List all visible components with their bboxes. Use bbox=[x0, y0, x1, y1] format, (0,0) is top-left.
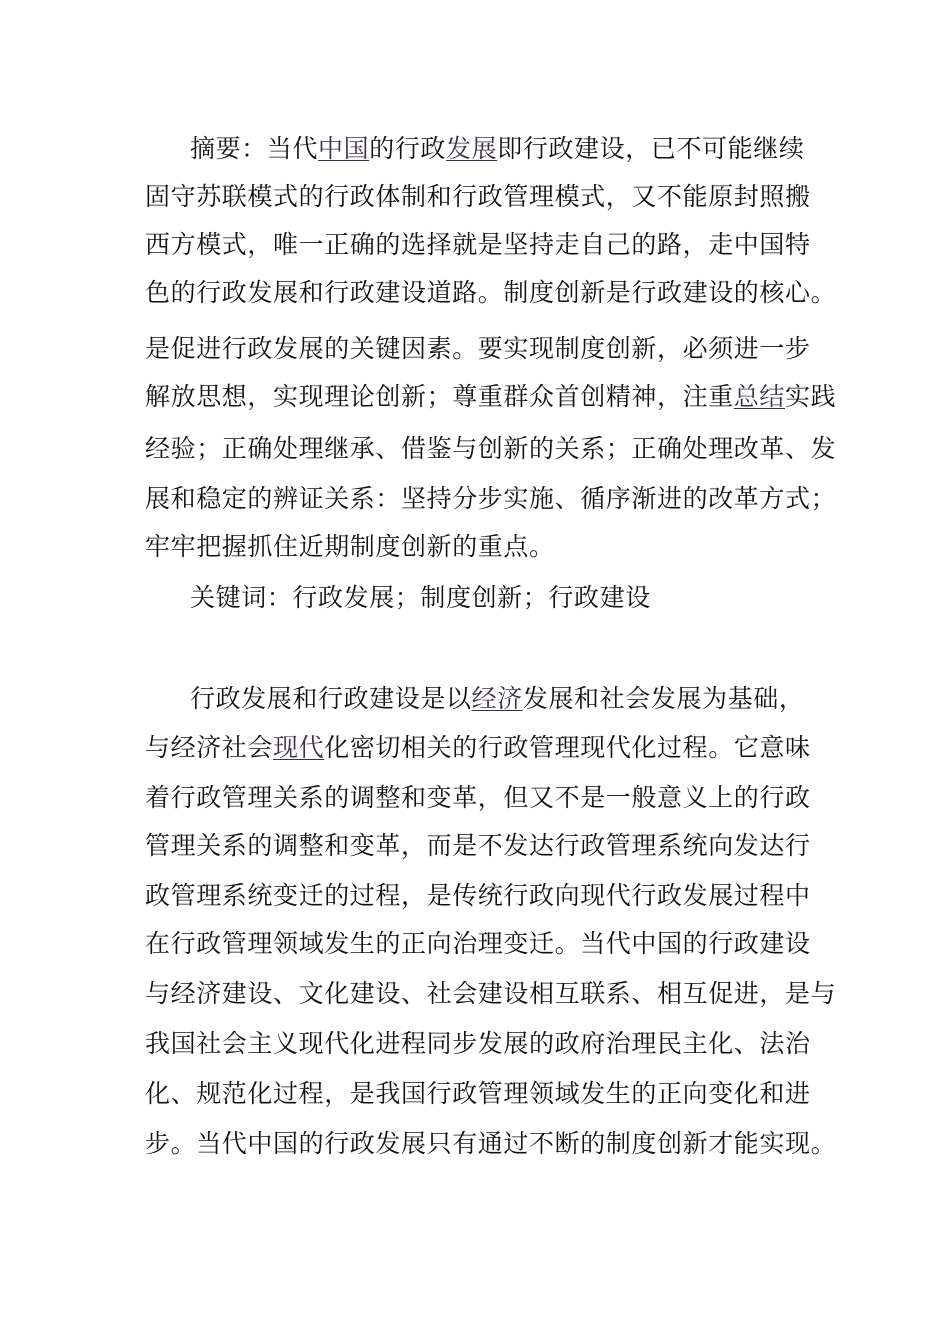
body-line-9: 化、规范化过程，是我国行政管理领域发生的正向变化和进 bbox=[145, 1079, 811, 1108]
link-modern[interactable]: 现代 bbox=[273, 733, 325, 762]
body-line-6: 在行政管理领域发生的正向治理变迁。当代中国的行政建设 bbox=[145, 929, 811, 958]
body-line-7: 与经济建设、文化建设、社会建设相互联系、相互促进，是与 bbox=[145, 979, 837, 1008]
body-line-4: 管理关系的调整和变革，而是不发达行政管理系统向发达行 bbox=[145, 831, 811, 860]
abstract-label: 摘要：当代 bbox=[190, 134, 319, 163]
keywords: 关键词：行政发展；制度创新；行政建设 bbox=[190, 583, 651, 612]
abstract-line-7: 经验；正确处理继承、借鉴与创新的关系；正确处理改革、发 bbox=[145, 434, 837, 463]
abstract-line-8: 展和稳定的辨证关系：坚持分步实施、循序渐进的改革方式； bbox=[145, 484, 837, 513]
abstract-line-4: 色的行政发展和行政建设道路。制度创新是行政建设的核心。 bbox=[145, 278, 837, 307]
abstract-line-6: 解放思想，实现理论创新；尊重群众首创精神，注重总结实践 bbox=[145, 382, 837, 411]
body-line-10: 步。当代中国的行政发展只有通过不断的制度创新才能实现。 bbox=[145, 1129, 837, 1158]
body-line-3: 着行政管理关系的调整和变革，但又不是一般意义上的行政 bbox=[145, 783, 811, 812]
abstract-line-9: 牢牢把握抓住近期制度创新的重点。 bbox=[145, 532, 555, 561]
body-line-2: 与经济社会现代化密切相关的行政管理现代化过程。它意味 bbox=[145, 733, 811, 762]
body-line-1: 行政发展和行政建设是以经济发展和社会发展为基础， bbox=[190, 684, 805, 713]
abstract-line-5: 是促进行政发展的关键因素。要实现制度创新，必须进一步 bbox=[145, 334, 811, 363]
abstract-line-2: 固守苏联模式的行政体制和行政管理模式，又不能原封照搬 bbox=[145, 182, 811, 211]
body-line-5: 政管理系统变迁的过程，是传统行政向现代行政发展过程中 bbox=[145, 881, 811, 910]
abstract-line-3: 西方模式，唯一正确的选择就是坚持走自己的路，走中国特 bbox=[145, 230, 811, 259]
body-line-8: 我国社会主义现代化进程同步发展的政府治理民主化、法治 bbox=[145, 1029, 811, 1058]
link-economy[interactable]: 经济 bbox=[471, 684, 523, 713]
link-summary[interactable]: 总结 bbox=[733, 382, 786, 411]
link-china[interactable]: 中国 bbox=[318, 134, 370, 163]
abstract-line-1: 摘要：当代中国的行政发展即行政建设，已不可能继续 bbox=[190, 134, 805, 163]
link-development[interactable]: 发展 bbox=[446, 134, 498, 163]
